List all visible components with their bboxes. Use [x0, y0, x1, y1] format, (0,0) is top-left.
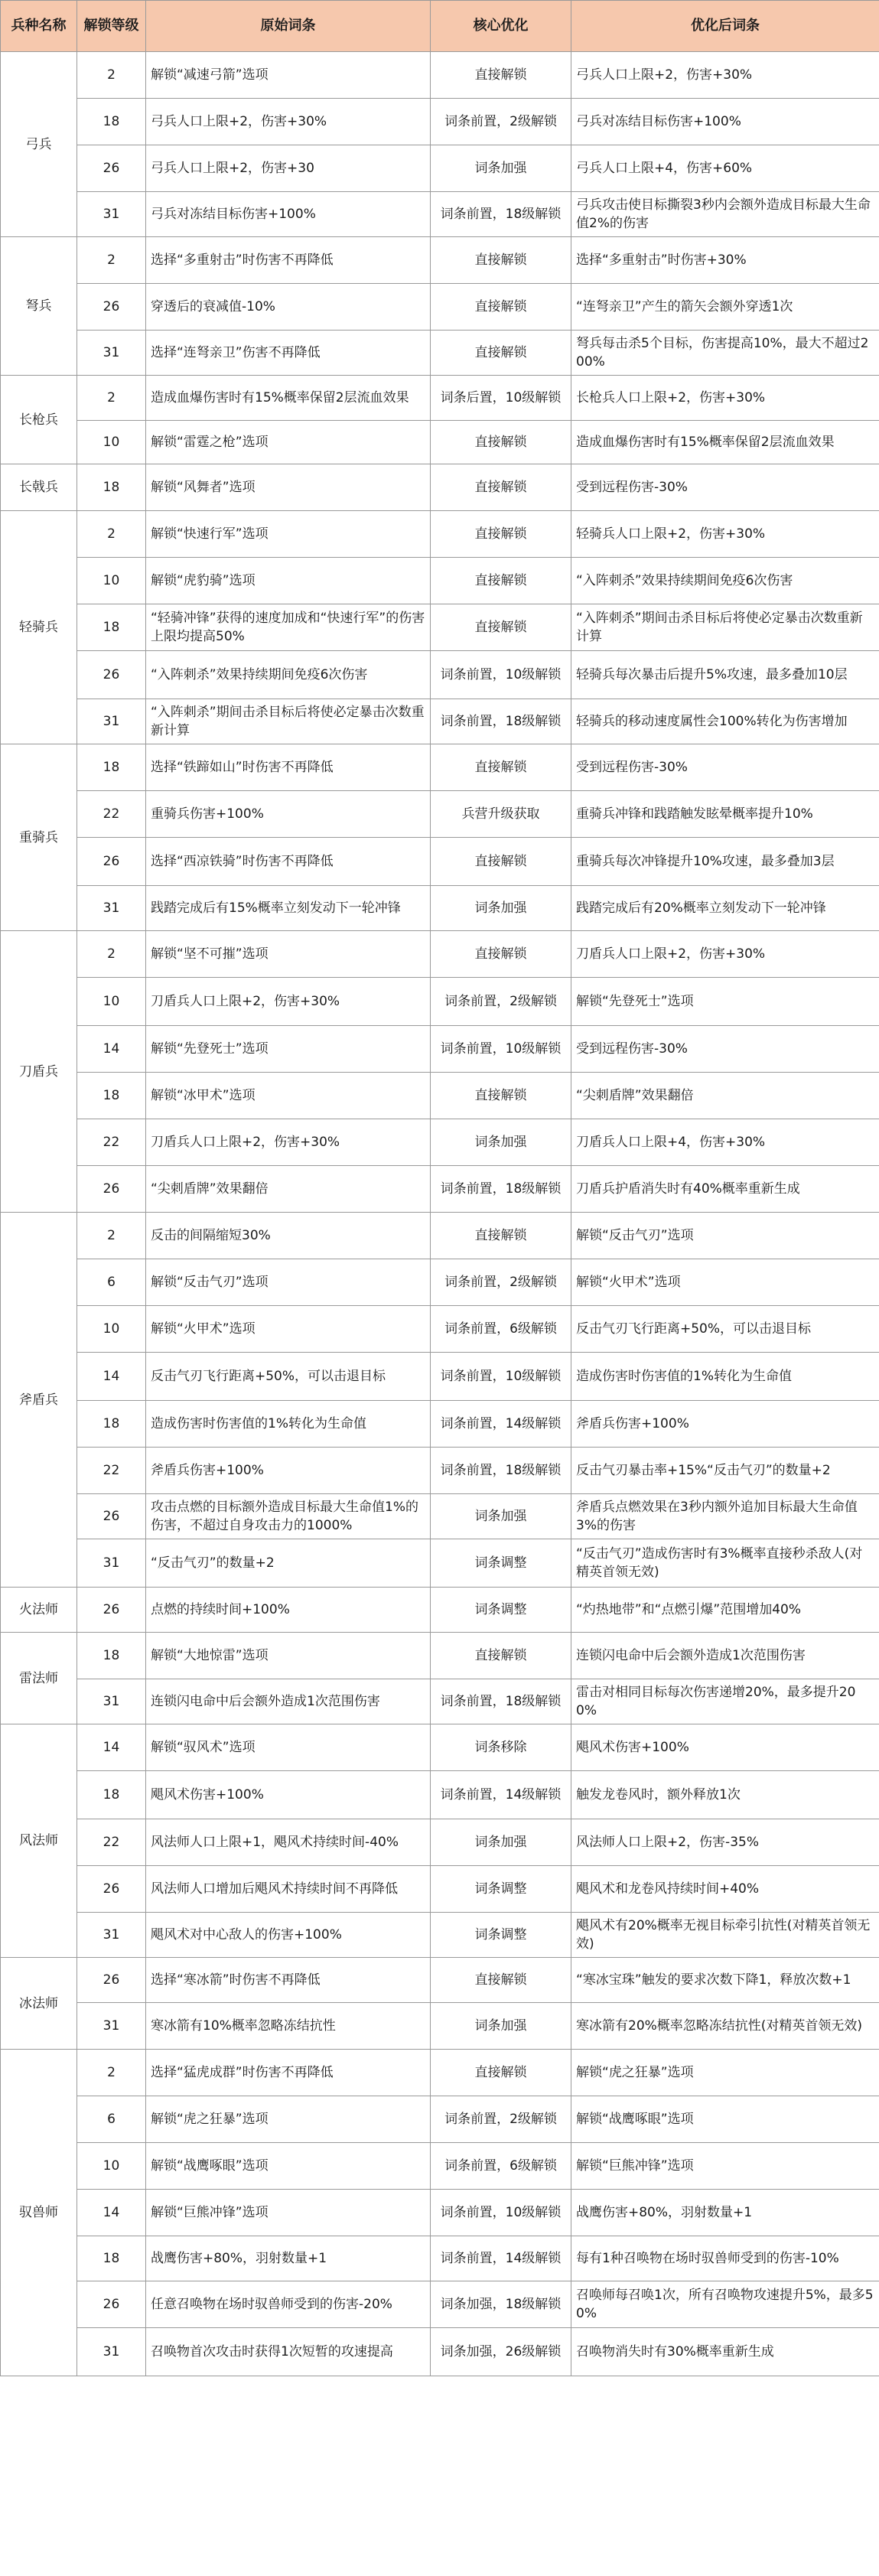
- table-row: [1, 1401, 879, 1448]
- original-entry-cell: 连锁闪电命中后会额外造成1次范围伤害: [146, 1679, 431, 1724]
- table-row: [1, 237, 879, 284]
- unlock-level-cell: 26: [77, 1588, 146, 1633]
- core-optimization-cell: 直接解锁: [431, 2050, 571, 2096]
- original-entry-cell: 弓兵人口上限+2，伤害+30: [146, 145, 431, 192]
- optimized-entry-cell: 斧盾兵伤害+100%: [571, 1401, 879, 1448]
- table-row: [1, 791, 879, 838]
- unlock-level-cell: 26: [77, 838, 146, 886]
- table-row: [1, 1724, 879, 1771]
- optimized-entry-cell: 受到远程伤害-30%: [571, 1026, 879, 1073]
- table-row: [1, 1494, 879, 1539]
- core-optimization-cell: 词条前置，14级解锁: [431, 1401, 571, 1448]
- optimized-entry-cell: “入阵刺杀”期间击杀目标后将使必定暴击次数重新计算: [571, 604, 879, 651]
- optimized-entry-cell: 弓兵人口上限+4，伤害+60%: [571, 145, 879, 192]
- table-row: [1, 1119, 879, 1166]
- optimized-entry-cell: 解锁“先登死士”选项: [571, 978, 879, 1026]
- core-optimization-cell: 词条前置，2级解锁: [431, 978, 571, 1026]
- original-entry-cell: 解锁“坚不可摧”选项: [146, 931, 431, 978]
- table-row: [1, 192, 879, 237]
- optimized-entry-cell: 解锁“巨熊冲锋”选项: [571, 2143, 879, 2190]
- optimized-entry-cell: 解锁“火甲术”选项: [571, 1259, 879, 1306]
- optimized-entry-cell: 飓风术有20%概率无视目标牵引抗性(对精英首领无效): [571, 1913, 879, 1958]
- unlock-level-cell: 26: [77, 1958, 146, 2003]
- core-optimization-cell: 直接解锁: [431, 1633, 571, 1679]
- optimized-entry-cell: 轻骑兵每次暴击后提升5%攻速，最多叠加10层: [571, 651, 879, 699]
- unlock-level-cell: 22: [77, 1119, 146, 1166]
- header-optimized: 优化后词条: [571, 1, 879, 52]
- table-row: [1, 1448, 879, 1494]
- core-optimization-cell: 直接解锁: [431, 511, 571, 558]
- core-optimization-cell: 词条前置，10级解锁: [431, 651, 571, 699]
- original-entry-cell: 飓风术对中心敌人的伤害+100%: [146, 1913, 431, 1958]
- original-entry-cell: 弓兵人口上限+2，伤害+30%: [146, 99, 431, 145]
- optimized-entry-cell: 召唤师每召唤1次，所有召唤物攻速提升5%，最多50%: [571, 2281, 879, 2328]
- table-row: [1, 464, 879, 511]
- original-entry-cell: 攻击点燃的目标额外造成目标最大生命值1%的伤害，不超过自身攻击力的1000%: [146, 1494, 431, 1539]
- original-entry-cell: “入阵刺杀”效果持续期间免疫6次伤害: [146, 651, 431, 699]
- unlock-level-cell: 6: [77, 1259, 146, 1306]
- table-row: [1, 744, 879, 791]
- unlock-level-cell: 10: [77, 421, 146, 464]
- table-row: [1, 1958, 879, 2003]
- table-row: [1, 1771, 879, 1819]
- unlock-level-cell: 26: [77, 1166, 146, 1213]
- unit-name-cell: 弓兵: [1, 52, 77, 237]
- optimized-entry-cell: 斧盾兵点燃效果在3秒内额外追加目标最大生命值3%的伤害: [571, 1494, 879, 1539]
- optimized-entry-cell: “尖刺盾牌”效果翻倍: [571, 1073, 879, 1119]
- table-row: [1, 2143, 879, 2190]
- unlock-level-cell: 31: [77, 699, 146, 744]
- original-entry-cell: “尖刺盾牌”效果翻倍: [146, 1166, 431, 1213]
- table-row: [1, 99, 879, 145]
- table-row: [1, 558, 879, 604]
- core-optimization-cell: 词条前置，10级解锁: [431, 1026, 571, 1073]
- unlock-level-cell: 31: [77, 886, 146, 931]
- original-entry-cell: 选择“多重射击”时伤害不再降低: [146, 237, 431, 284]
- unlock-level-cell: 14: [77, 1724, 146, 1771]
- original-entry-cell: 解锁“快速行军”选项: [146, 511, 431, 558]
- table-row: [1, 1073, 879, 1119]
- optimized-entry-cell: 长枪兵人口上限+2，伤害+30%: [571, 376, 879, 421]
- optimized-entry-cell: 战鹰伤害+80%，羽射数量+1: [571, 2190, 879, 2236]
- core-optimization-cell: 兵营升级获取: [431, 791, 571, 838]
- core-optimization-cell: 词条前置，14级解锁: [431, 2236, 571, 2281]
- table-row: [1, 2328, 879, 2376]
- unlock-level-cell: 14: [77, 1353, 146, 1401]
- optimized-entry-cell: “连弩亲卫”产生的箭矢会额外穿透1次: [571, 284, 879, 331]
- optimized-entry-cell: 弓兵攻击使目标撕裂3秒内会额外造成目标最大生命值2%的伤害: [571, 192, 879, 237]
- optimized-entry-cell: 弓兵对冻结目标伤害+100%: [571, 99, 879, 145]
- core-optimization-cell: 词条前置，2级解锁: [431, 1259, 571, 1306]
- optimized-entry-cell: 召唤物消失时有30%概率重新生成: [571, 2328, 879, 2376]
- table-row: [1, 2281, 879, 2328]
- optimized-entry-cell: 解锁“反击气刃”选项: [571, 1213, 879, 1259]
- original-entry-cell: 践踏完成后有15%概率立刻发动下一轮冲锋: [146, 886, 431, 931]
- unlock-level-cell: 18: [77, 464, 146, 511]
- optimized-entry-cell: 每有1种召唤物在场时驭兽师受到的伤害-10%: [571, 2236, 879, 2281]
- original-entry-cell: 穿透后的衰减值-10%: [146, 284, 431, 331]
- optimized-entry-cell: 解锁“战鹰啄眼”选项: [571, 2096, 879, 2143]
- original-entry-cell: 选择“连弩亲卫”伤害不再降低: [146, 331, 431, 376]
- original-entry-cell: 风法师人口上限+1，飓风术持续时间-40%: [146, 1819, 431, 1866]
- original-entry-cell: 战鹰伤害+80%，羽射数量+1: [146, 2236, 431, 2281]
- unlock-level-cell: 31: [77, 1539, 146, 1588]
- core-optimization-cell: 词条前置，18级解锁: [431, 192, 571, 237]
- unit-name-cell: 斧盾兵: [1, 1213, 77, 1588]
- table-row: [1, 2003, 879, 2050]
- original-entry-cell: 解锁“虎之狂暴”选项: [146, 2096, 431, 2143]
- unit-name-cell: 重骑兵: [1, 744, 77, 931]
- table-row: [1, 1353, 879, 1401]
- optimized-entry-cell: 雷击对相同目标每次伤害递增20%，最多提升200%: [571, 1679, 879, 1724]
- header-level: 解锁等级: [77, 1, 146, 52]
- table-row: [1, 978, 879, 1026]
- optimized-entry-cell: 轻骑兵的移动速度属性会100%转化为伤害增加: [571, 699, 879, 744]
- unlock-level-cell: 26: [77, 1866, 146, 1913]
- original-entry-cell: 选择“铁蹄如山”时伤害不再降低: [146, 744, 431, 791]
- core-optimization-cell: 词条加强: [431, 886, 571, 931]
- core-optimization-cell: 词条前置，18级解锁: [431, 1166, 571, 1213]
- core-optimization-cell: 直接解锁: [431, 331, 571, 376]
- unlock-level-cell: 22: [77, 1819, 146, 1866]
- unit-name-cell: 弩兵: [1, 237, 77, 376]
- table-row: [1, 1633, 879, 1679]
- original-entry-cell: 任意召唤物在场时驭兽师受到的伤害-20%: [146, 2281, 431, 2328]
- core-optimization-cell: 词条加强: [431, 1119, 571, 1166]
- original-entry-cell: 弓兵对冻结目标伤害+100%: [146, 192, 431, 237]
- original-entry-cell: 解锁“雷霆之枪”选项: [146, 421, 431, 464]
- core-optimization-cell: 直接解锁: [431, 464, 571, 511]
- optimized-entry-cell: 重骑兵冲锋和践踏触发眩晕概率提升10%: [571, 791, 879, 838]
- core-optimization-cell: 词条前置，18级解锁: [431, 699, 571, 744]
- original-entry-cell: 点燃的持续时间+100%: [146, 1588, 431, 1633]
- unlock-level-cell: 31: [77, 2003, 146, 2050]
- core-optimization-cell: 词条前置，14级解锁: [431, 1771, 571, 1819]
- original-entry-cell: “轻骑冲锋”获得的速度加成和“快速行军”的伤害上限均提高50%: [146, 604, 431, 651]
- core-optimization-cell: 词条加强: [431, 1494, 571, 1539]
- core-optimization-cell: 直接解锁: [431, 1958, 571, 2003]
- unlock-level-cell: 18: [77, 1401, 146, 1448]
- unlock-level-cell: 10: [77, 978, 146, 1026]
- original-entry-cell: 解锁“战鹰啄眼”选项: [146, 2143, 431, 2190]
- table-row: [1, 1866, 879, 1913]
- core-optimization-cell: 直接解锁: [431, 558, 571, 604]
- original-entry-cell: 飓风术伤害+100%: [146, 1771, 431, 1819]
- unlock-level-cell: 2: [77, 931, 146, 978]
- core-optimization-cell: 直接解锁: [431, 838, 571, 886]
- original-entry-cell: 选择“寒冰箭”时伤害不再降低: [146, 1958, 431, 2003]
- original-entry-cell: 解锁“反击气刃”选项: [146, 1259, 431, 1306]
- original-entry-cell: 召唤物首次攻击时获得1次短暂的攻速提高: [146, 2328, 431, 2376]
- unlock-level-cell: 26: [77, 284, 146, 331]
- table-row: [1, 1026, 879, 1073]
- original-entry-cell: 反击气刃飞行距离+50%，可以击退目标: [146, 1353, 431, 1401]
- unlock-level-cell: 10: [77, 2143, 146, 2190]
- unlock-level-cell: 18: [77, 99, 146, 145]
- optimized-entry-cell: 风法师人口上限+2，伤害-35%: [571, 1819, 879, 1866]
- optimized-entry-cell: 弩兵每击杀5个目标，伤害提高10%，最大不超过200%: [571, 331, 879, 376]
- unlock-level-cell: 2: [77, 376, 146, 421]
- table-row: [1, 604, 879, 651]
- optimized-entry-cell: 连锁闪电命中后会额外造成1次范围伤害: [571, 1633, 879, 1679]
- unit-name-cell: 长戟兵: [1, 464, 77, 511]
- unlock-level-cell: 10: [77, 558, 146, 604]
- original-entry-cell: 选择“猛虎成群”时伤害不再降低: [146, 2050, 431, 2096]
- table-row: [1, 1588, 879, 1633]
- unit-name-cell: 雷法师: [1, 1633, 77, 1724]
- table-row: [1, 1259, 879, 1306]
- core-optimization-cell: 词条移除: [431, 1724, 571, 1771]
- table-row: [1, 2190, 879, 2236]
- core-optimization-cell: 直接解锁: [431, 1213, 571, 1259]
- unlock-level-cell: 31: [77, 1913, 146, 1958]
- core-optimization-cell: 直接解锁: [431, 284, 571, 331]
- original-entry-cell: 刀盾兵人口上限+2，伤害+30%: [146, 1119, 431, 1166]
- optimized-entry-cell: 轻骑兵人口上限+2，伤害+30%: [571, 511, 879, 558]
- core-optimization-cell: 直接解锁: [431, 604, 571, 651]
- original-entry-cell: 解锁“驭风术”选项: [146, 1724, 431, 1771]
- optimized-entry-cell: “寒冰宝珠”触发的要求次数下降1，释放次数+1: [571, 1958, 879, 2003]
- header-core: 核心优化: [431, 1, 571, 52]
- optimized-entry-cell: 刀盾兵护盾消失时有40%概率重新生成: [571, 1166, 879, 1213]
- unlock-level-cell: 18: [77, 1633, 146, 1679]
- unit-name-cell: 驭兽师: [1, 2050, 77, 2376]
- optimized-entry-cell: “灼热地带”和“点燃引爆”范围增加40%: [571, 1588, 879, 1633]
- unlock-level-cell: 31: [77, 1679, 146, 1724]
- optimized-entry-cell: 刀盾兵人口上限+2，伤害+30%: [571, 931, 879, 978]
- optimized-entry-cell: 触发龙卷风时，额外释放1次: [571, 1771, 879, 1819]
- original-entry-cell: 解锁“风舞者”选项: [146, 464, 431, 511]
- optimized-entry-cell: 飓风术伤害+100%: [571, 1724, 879, 1771]
- unlock-level-cell: 26: [77, 1494, 146, 1539]
- table-row: [1, 1166, 879, 1213]
- optimized-entry-cell: 践踏完成后有20%概率立刻发动下一轮冲锋: [571, 886, 879, 931]
- unlock-level-cell: 22: [77, 791, 146, 838]
- table-row: [1, 1913, 879, 1958]
- optimized-entry-cell: “反击气刃”造成伤害时有3%概率直接秒杀敌人(对精英首领无效): [571, 1539, 879, 1588]
- table-row: [1, 2096, 879, 2143]
- unlock-level-cell: 22: [77, 1448, 146, 1494]
- table-row: [1, 886, 879, 931]
- optimized-entry-cell: 解锁“虎之狂暴”选项: [571, 2050, 879, 2096]
- unlock-level-cell: 18: [77, 1073, 146, 1119]
- original-entry-cell: 解锁“减速弓箭”选项: [146, 52, 431, 99]
- core-optimization-cell: 词条加强，26级解锁: [431, 2328, 571, 2376]
- optimized-entry-cell: 飓风术和龙卷风持续时间+40%: [571, 1866, 879, 1913]
- table-row: [1, 651, 879, 699]
- unlock-level-cell: 31: [77, 192, 146, 237]
- unit-name-cell: 轻骑兵: [1, 511, 77, 744]
- core-optimization-cell: 词条前置，10级解锁: [431, 1353, 571, 1401]
- unlock-level-cell: 18: [77, 1771, 146, 1819]
- optimized-entry-cell: 受到远程伤害-30%: [571, 744, 879, 791]
- core-optimization-cell: 直接解锁: [431, 52, 571, 99]
- unlock-level-cell: 10: [77, 1306, 146, 1353]
- table-row: [1, 376, 879, 421]
- core-optimization-cell: 词条调整: [431, 1913, 571, 1958]
- unit-name-cell: 冰法师: [1, 1958, 77, 2050]
- original-entry-cell: 解锁“先登死士”选项: [146, 1026, 431, 1073]
- original-entry-cell: 选择“西凉铁骑”时伤害不再降低: [146, 838, 431, 886]
- unlock-level-cell: 18: [77, 744, 146, 791]
- optimized-entry-cell: 弓兵人口上限+2，伤害+30%: [571, 52, 879, 99]
- unlock-level-cell: 14: [77, 1026, 146, 1073]
- unit-name-cell: 刀盾兵: [1, 931, 77, 1213]
- table-row: [1, 1306, 879, 1353]
- table-row: [1, 331, 879, 376]
- table-row: [1, 145, 879, 192]
- original-entry-cell: 解锁“冰甲术”选项: [146, 1073, 431, 1119]
- table-row: [1, 284, 879, 331]
- unlock-level-cell: 26: [77, 145, 146, 192]
- core-optimization-cell: 词条前置，2级解锁: [431, 99, 571, 145]
- core-optimization-cell: 词条前置，6级解锁: [431, 1306, 571, 1353]
- header-unit: 兵种名称: [1, 1, 77, 52]
- header-row: [1, 1, 879, 52]
- core-optimization-cell: 直接解锁: [431, 1073, 571, 1119]
- unit-name-cell: 火法师: [1, 1588, 77, 1633]
- core-optimization-cell: 词条加强: [431, 1819, 571, 1866]
- table-row: [1, 1819, 879, 1866]
- unlock-level-cell: 2: [77, 511, 146, 558]
- original-entry-cell: 解锁“大地惊雷”选项: [146, 1633, 431, 1679]
- core-optimization-cell: 直接解锁: [431, 421, 571, 464]
- core-optimization-cell: 词条加强，18级解锁: [431, 2281, 571, 2328]
- original-entry-cell: 斧盾兵伤害+100%: [146, 1448, 431, 1494]
- optimized-entry-cell: 造成血爆伤害时有15%概率保留2层流血效果: [571, 421, 879, 464]
- unlock-level-cell: 26: [77, 2281, 146, 2328]
- original-entry-cell: 重骑兵伤害+100%: [146, 791, 431, 838]
- optimized-entry-cell: 受到远程伤害-30%: [571, 464, 879, 511]
- table-row: [1, 931, 879, 978]
- unlock-level-cell: 31: [77, 2328, 146, 2376]
- unlock-level-cell: 2: [77, 52, 146, 99]
- core-optimization-cell: 词条前置，18级解锁: [431, 1448, 571, 1494]
- core-optimization-cell: 词条调整: [431, 1588, 571, 1633]
- unlock-level-cell: 2: [77, 2050, 146, 2096]
- original-entry-cell: 解锁“火甲术”选项: [146, 1306, 431, 1353]
- core-optimization-cell: 词条加强: [431, 2003, 571, 2050]
- unlock-level-cell: 2: [77, 1213, 146, 1259]
- core-optimization-cell: 直接解锁: [431, 931, 571, 978]
- original-entry-cell: 解锁“巨熊冲锋”选项: [146, 2190, 431, 2236]
- unlock-level-cell: 2: [77, 237, 146, 284]
- original-entry-cell: “入阵刺杀”期间击杀目标后将使必定暴击次数重新计算: [146, 699, 431, 744]
- original-entry-cell: 刀盾兵人口上限+2，伤害+30%: [146, 978, 431, 1026]
- original-entry-cell: 反击的间隔缩短30%: [146, 1213, 431, 1259]
- unit-name-cell: 风法师: [1, 1724, 77, 1958]
- optimized-entry-cell: 造成伤害时伤害值的1%转化为生命值: [571, 1353, 879, 1401]
- core-optimization-cell: 词条加强: [431, 145, 571, 192]
- table-row: [1, 2050, 879, 2096]
- table-row: [1, 421, 879, 464]
- header-original: 原始词条: [146, 1, 431, 52]
- table-row: [1, 52, 879, 99]
- core-optimization-cell: 直接解锁: [431, 237, 571, 284]
- core-optimization-cell: 词条后置，10级解锁: [431, 376, 571, 421]
- unit-name-cell: 长枪兵: [1, 376, 77, 464]
- original-entry-cell: “反击气刃”的数量+2: [146, 1539, 431, 1588]
- original-entry-cell: 造成伤害时伤害值的1%转化为生命值: [146, 1401, 431, 1448]
- core-optimization-cell: 词条前置，18级解锁: [431, 1679, 571, 1724]
- optimized-entry-cell: 选择“多重射击”时伤害+30%: [571, 237, 879, 284]
- table-body: [1, 52, 879, 2376]
- unlock-level-cell: 18: [77, 2236, 146, 2281]
- unlock-level-cell: 31: [77, 331, 146, 376]
- optimized-entry-cell: 反击气刃暴击率+15%“反击气刃”的数量+2: [571, 1448, 879, 1494]
- table-row: [1, 1679, 879, 1724]
- core-optimization-cell: 词条调整: [431, 1866, 571, 1913]
- optimized-entry-cell: 刀盾兵人口上限+4，伤害+30%: [571, 1119, 879, 1166]
- original-entry-cell: 风法师人口增加后飓风术持续时间不再降低: [146, 1866, 431, 1913]
- optimized-entry-cell: 重骑兵每次冲锋提升10%攻速，最多叠加3层: [571, 838, 879, 886]
- original-entry-cell: 寒冰箭有10%概率忽略冻结抗性: [146, 2003, 431, 2050]
- unlock-level-cell: 18: [77, 604, 146, 651]
- core-optimization-cell: 词条前置，2级解锁: [431, 2096, 571, 2143]
- core-optimization-cell: 词条前置，10级解锁: [431, 2190, 571, 2236]
- unlock-level-cell: 26: [77, 651, 146, 699]
- core-optimization-cell: 直接解锁: [431, 744, 571, 791]
- optimized-entry-cell: “入阵刺杀”效果持续期间免疫6次伤害: [571, 558, 879, 604]
- optimized-entry-cell: 反击气刃飞行距离+50%，可以击退目标: [571, 1306, 879, 1353]
- unlock-level-cell: 6: [77, 2096, 146, 2143]
- core-optimization-cell: 词条前置，6级解锁: [431, 2143, 571, 2190]
- original-entry-cell: 解锁“虎豹骑”选项: [146, 558, 431, 604]
- table-row: [1, 511, 879, 558]
- table-row: [1, 2236, 879, 2281]
- table-row: [1, 1539, 879, 1588]
- unlock-level-cell: 14: [77, 2190, 146, 2236]
- table-row: [1, 838, 879, 886]
- optimized-entry-cell: 寒冰箭有20%概率忽略冻结抗性(对精英首领无效): [571, 2003, 879, 2050]
- table-row: [1, 699, 879, 744]
- table-row: [1, 1213, 879, 1259]
- core-optimization-cell: 词条调整: [431, 1539, 571, 1588]
- original-entry-cell: 造成血爆伤害时有15%概率保留2层流血效果: [146, 376, 431, 421]
